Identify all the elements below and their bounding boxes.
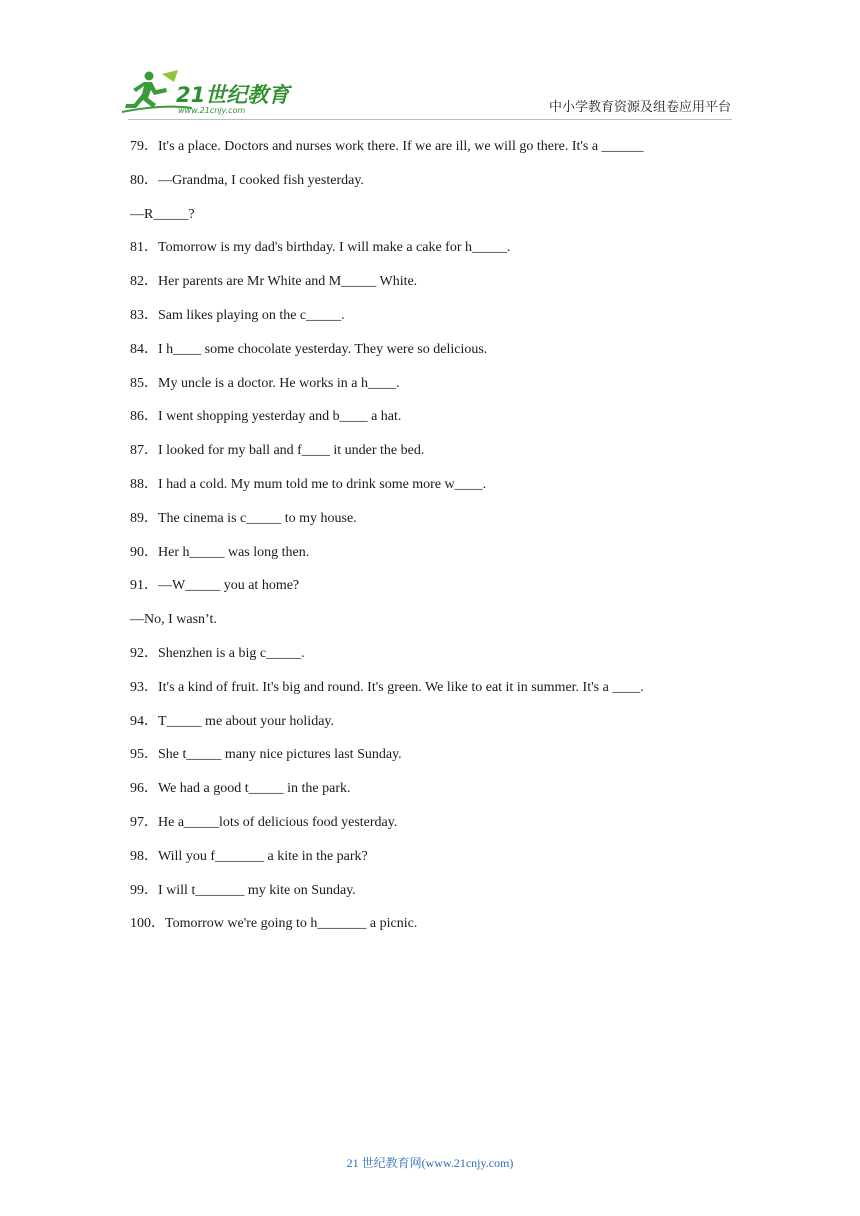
question-79: 79．It's a place. Doctors and nurses work there. If we are ill, we will go there. It's a ______ [130, 139, 644, 154]
logo-text: 21世纪教育 [176, 83, 290, 107]
header-tagline: 中小学教育资源及组卷应用平台 [549, 100, 732, 115]
question-list [130, 137, 750, 948]
question-90: 90．Her h_____ was long then. [130, 544, 310, 560]
question-98: 98．Will you f_______ a kite in the park? [130, 848, 368, 864]
question-85: 85．My uncle is a doctor. He works in a h____. [130, 375, 400, 391]
question-91-answer: —No, I wasn’t. [130, 612, 217, 628]
question-96: 96．We had a good t_____ in the park. [130, 781, 351, 797]
question-82: 82．Her parents are Mr White and M_____ White. [130, 274, 418, 290]
logo-url-text: www.21cnjy.com [178, 106, 246, 115]
question-80-answer: —R_____? [130, 206, 195, 222]
question-84: 84．I h____ some chocolate yesterday. They were so delicious. [130, 341, 488, 357]
question-95: 95．She t_____ many nice pictures last Sunday. [130, 747, 402, 763]
question-88: 88．I had a cold. My mum told me to drink some more w____. [130, 476, 487, 492]
question-100: 100．Tomorrow we're going to h_______ a picnic. [130, 916, 418, 932]
logo [122, 68, 292, 116]
question-89: 89．The cinema is c_____ to my house. [130, 510, 357, 526]
question-87: 87．I looked for my ball and f____ it under the bed. [130, 443, 425, 459]
question-94: 94．T_____ me about your holiday. [130, 713, 335, 729]
header-divider [128, 119, 732, 120]
question-92: 92．Shenzhen is a big c_____. [130, 645, 305, 661]
question-80: 80．—Grandma, I cooked fish yesterday. [130, 172, 364, 188]
question-93: 93．It's a kind of fruit. It's big and round. It's green. We like to eat it in summer. It's a ____. [130, 679, 644, 695]
question-83: 83．Sam likes playing on the c_____. [130, 307, 345, 323]
question-86: 86．I went shopping yesterday and b____ a hat. [130, 409, 402, 425]
question-81: 81．Tomorrow is my dad's birthday. I will make a cake for h_____. [130, 240, 511, 256]
page-header [0, 0, 860, 120]
question-99: 99．I will t_______ my kite on Sunday. [130, 882, 356, 898]
question-97: 97．He a_____lots of delicious food yesterday. [130, 814, 398, 830]
page-footer: 21 世纪教育网(www.21cnjy.com) [346, 1156, 514, 1170]
question-91: 91．—W_____ you at home? [130, 578, 300, 594]
